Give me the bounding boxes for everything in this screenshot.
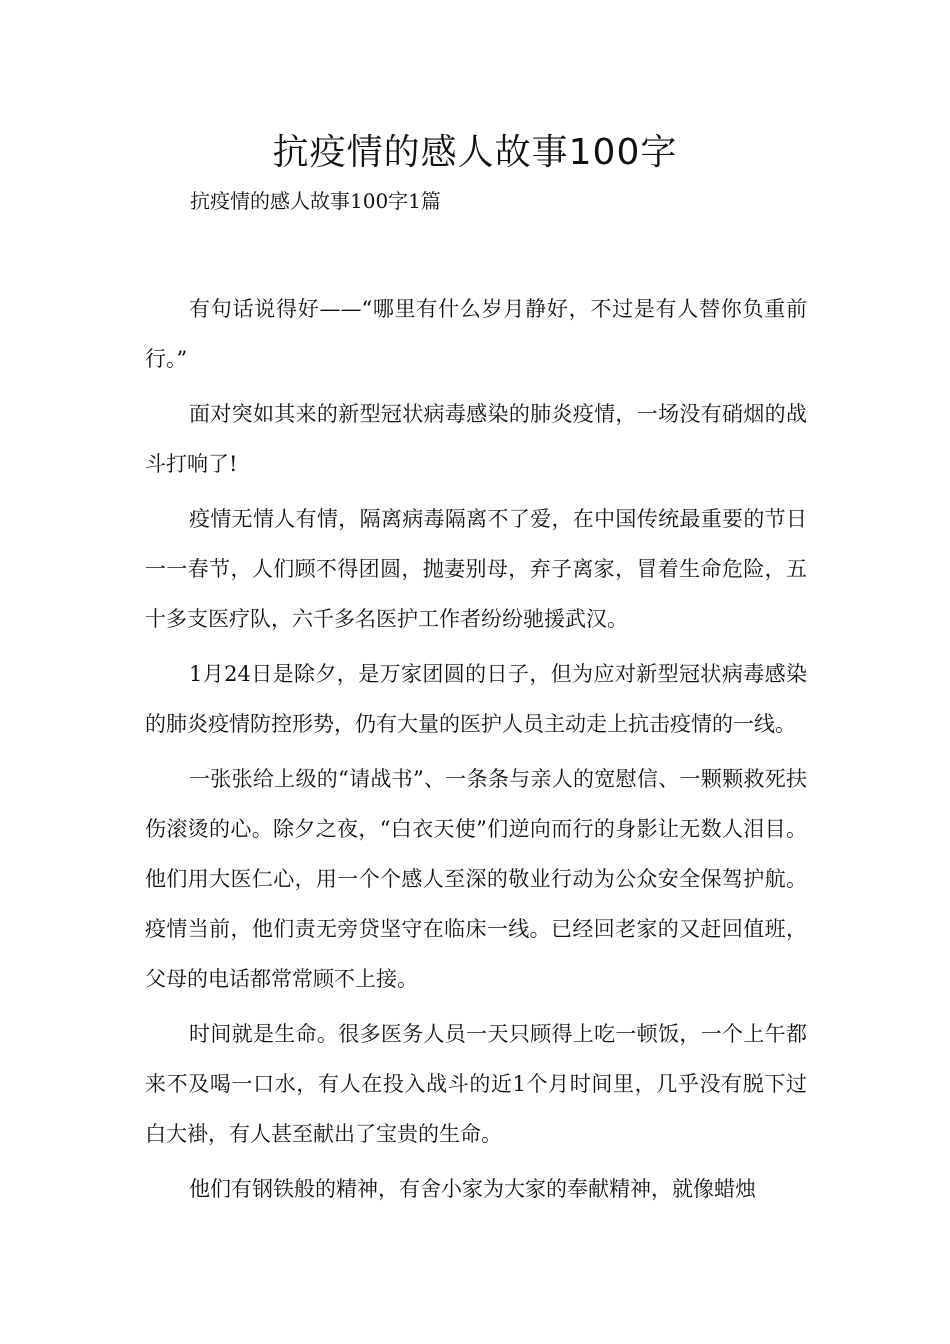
paragraph-3: 疫情无情人有情，隔离病毒隔离不了爱，在中国传统最重要的节日一一春节，人们顾不得团圆，抛妻别母，弃子离家，冒着生命危险，五十多支医疗队，六千多名医护工作者纷纷驰援武汉。 <box>145 507 807 631</box>
paragraph-2: 面对突如其来的新型冠状病毒感染的肺炎疫情，一场没有硝烟的战斗打响了! <box>145 402 807 476</box>
paragraph-5: 一张张给上级的“请战书”、一条条与亲人的宽慰信、一颗颗救死扶伤滚烫的心。除夕之夜，“白衣天使”们逆向而行的身影让无数人泪目。他们用大医仁心，用一个个感人至深的敬业行动为公众安全保驾护航。疫情当前，他们责无旁贷坚守在临床一线。已经回老家的又赶回值班，父母的电话都常常顾不上接。 <box>145 767 807 991</box>
paragraph-7: 他们有钢铁般的精神，有舍小家为大家的奉献精神，就像蜡烛 <box>189 1177 756 1201</box>
document-body <box>145 284 807 1219</box>
document-title: 抗疫情的感人故事100字 <box>272 132 678 173</box>
paragraph-1: 有句话说得好——“哪里有什么岁月静好，不过是有人替你负重前行。” <box>145 297 807 371</box>
document-subtitle: 抗疫情的感人故事100字1篇 <box>190 189 441 213</box>
paragraph-4: 1月24日是除夕，是万家团圆的日子，但为应对新型冠状病毒感染的肺炎疫情防控形势，仍有大量的医护人员主动走上抗击疫情的一线。 <box>145 662 807 736</box>
paragraph-6: 时间就是生命。很多医务人员一天只顾得上吃一顿饭，一个上午都来不及喝一口水，有人在投入战斗的近1个月时间里，几乎没有脱下过白大褂，有人甚至献出了宝贵的生命。 <box>145 1022 807 1146</box>
